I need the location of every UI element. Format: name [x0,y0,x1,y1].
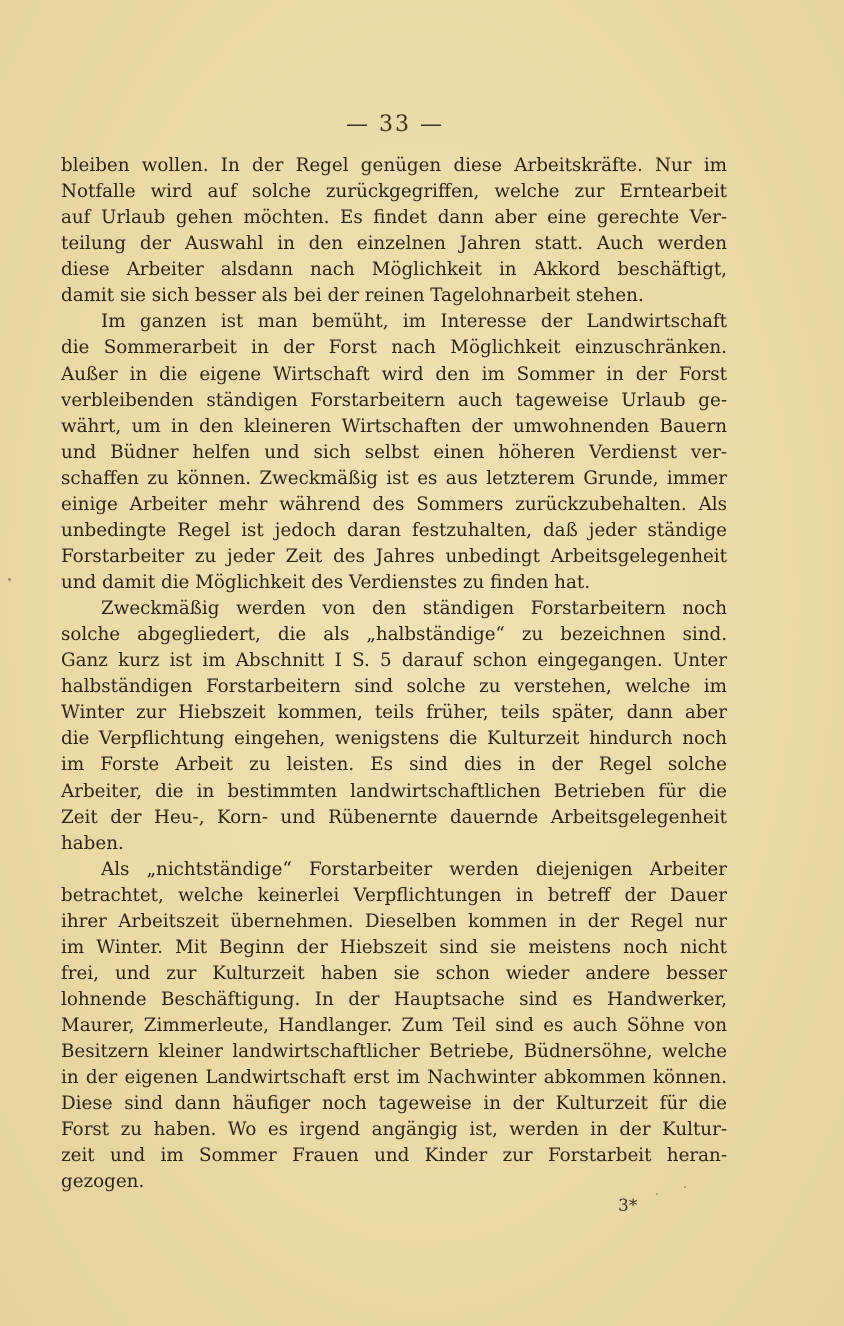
text-line: lohnende Beschäftigung. In der Hauptsache sind es Handwerker, [61,989,727,1010]
paper-speck [656,1193,658,1195]
text-line: Besitzern kleiner landwirtschaftlicher Betriebe, Büdnersöhne, welche [61,1041,727,1063]
text-line: und Büdner helfen und sich selbst einen höheren Verdienst ver- [61,441,727,463]
text-line: Zeit der Heu-, Korn- und Rübenernte dauernde Arbeitsgelegenheit [61,806,727,828]
text-line: in der eigenen Landwirtschaft erst im Nachwinter abkommen können. [61,1067,727,1089]
text-line: teilung der Auswahl in den einzelnen Jahren statt. Auch werden [61,233,727,255]
body-text [61,153,727,1196]
text-line: Ganz kurz ist im Abschnitt I S. 5 darauf schon eingegangen. Unter [61,650,727,672]
text-line: die Verpflichtung eingehen, wenigstens die Kulturzeit hindurch noch [61,728,727,750]
text-line: schaffen zu können. Zweckmäßig ist es aus letzterem Grunde, immer [61,467,727,489]
text-line: Außer in die eigene Wirtschaft wird den im Sommer in der Forst [61,363,727,385]
text-line: diese Arbeiter alsdann nach Möglichkeit in Akkord beschäftigt, [61,259,727,281]
text-line: solche abgegliedert, die als „halbständige“ zu bezeichnen sind. [61,624,727,646]
text-line: Im ganzen ist man bemüht, im Interesse der Landwirtschaft [101,311,727,333]
text-line: und damit die Möglichkeit des Verdienstes zu finden hat. [61,572,591,593]
text-line: währt, um in den kleineren Wirtschaften der umwohnenden Bauern [61,415,727,437]
text-line: die Sommerarbeit in der Forst nach Möglichkeit einzuschränken. [61,337,727,359]
signature-mark: 3* [618,1196,638,1216]
text-line: Winter zur Hiebszeit kommen, teils früher, teils später, dann aber [61,702,727,724]
text-line: damit sie sich besser als bei der reinen Tagelohnarbeit stehen. [61,285,644,307]
text-line: verbleibenden ständigen Forstarbeitern auch tageweise Urlaub ge- [61,389,727,411]
text-line: unbedingte Regel ist jedoch daran festzuhalten, daß jeder ständige [61,519,727,541]
text-line: haben. [61,832,124,854]
text-line: halbständigen Forstarbeitern sind solche zu verstehen, welche im [61,676,727,698]
text-line: Maurer, Zimmerleute, Handlanger. Zum Teil sind es auch Söhne von [61,1015,727,1037]
text-line: Forstarbeiter zu jeder Zeit des Jahres unbedingt Arbeitsgelegenheit [61,545,727,567]
text-line: einige Arbeiter mehr während des Sommers zurückzubehalten. Als [61,493,727,515]
text-line: Diese sind dann häufiger noch tageweise in der Kulturzeit für die [61,1093,727,1115]
text-line: auf Urlaub gehen möchten. Es findet dann aber eine gerechte Ver- [61,207,727,229]
paper-speck [8,578,11,581]
text-line: Forst zu haben. Wo es irgend angängig ist, werden in der Kultur- [61,1119,727,1141]
text-line: zeit und im Sommer Frauen und Kinder zur Forstarbeit heran- [61,1145,727,1167]
text-line: Arbeiter, die in bestimmten landwirtschaftlichen Betrieben für die [61,780,727,802]
text-line: im Winter. Mit Beginn der Hiebszeit sind sie meistens noch nicht [61,936,727,958]
text-line: im Forste Arbeit zu leisten. Es sind dies in der Regel solche [61,754,727,776]
text-line: Zweckmäßig werden von den ständigen Forstarbeitern noch [101,598,727,620]
text-line: ihrer Arbeitszeit übernehmen. Dieselben kommen in der Regel nur [61,910,727,932]
paper-speck [684,1186,686,1188]
page-number: — 33 — [346,112,444,137]
text-line: betrachtet, welche keinerlei Verpflichtungen in betreff der Dauer [61,884,727,906]
text-line: Als „nichtständige“ Forstarbeiter werden diejenigen Arbeiter [101,858,727,880]
text-line: frei, und zur Kulturzeit haben sie schon wieder andere besser [61,962,727,984]
text-line: bleiben wollen. In der Regel genügen diese Arbeitskräfte. Nur im [61,155,727,176]
text-line: Notfalle wird auf solche zurückgegriffen, welche zur Erntearbeit [61,181,727,203]
text-line: gezogen. [61,1171,145,1193]
